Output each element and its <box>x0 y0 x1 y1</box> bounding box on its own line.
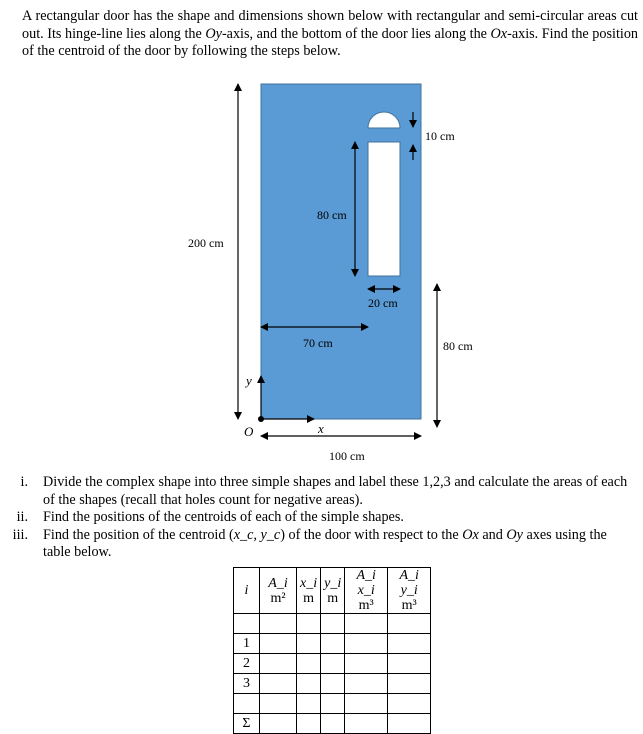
lower-height-label: 80 cm <box>443 339 473 353</box>
cell <box>388 634 431 654</box>
row-empty-index <box>234 694 260 714</box>
height-label: 200 cm <box>188 236 224 250</box>
header-y-symbol: y_i <box>324 575 342 591</box>
table-header-row <box>234 568 431 614</box>
header-area-x-unit: m³ <box>358 598 374 613</box>
rectangular-slot-cutout <box>368 142 400 276</box>
slot-width-label: 20 cm <box>368 296 398 310</box>
header-area-y <box>388 568 431 614</box>
header-y-unit: m <box>327 590 339 606</box>
step-3-text-a: Find the position of the centroid ( <box>43 526 234 543</box>
intro-text-1: A rectangular door has the shape and dimensions shown below with rectangular and semi-circular areas cut out. Its hinge-line lies along the <box>22 8 638 42</box>
header-x-symbol: x_i <box>300 575 318 591</box>
step-2 <box>0 509 643 527</box>
step-3-oy: Oy <box>506 526 523 543</box>
step-3 <box>0 527 643 562</box>
table-row <box>234 694 431 714</box>
cell <box>297 714 321 734</box>
cell <box>321 634 345 654</box>
cell <box>388 714 431 734</box>
cell <box>388 674 431 694</box>
header-x <box>297 568 321 614</box>
header-index <box>234 568 260 614</box>
cap-height-label: 10 cm <box>425 129 455 143</box>
step-1-number: i. <box>20 474 28 490</box>
header-area-x <box>345 568 388 614</box>
centroid-table <box>233 567 431 734</box>
step-3-centroid-symbol: x_c, y_c <box>233 526 281 543</box>
step-3-text-c: and <box>478 526 507 543</box>
cell <box>260 634 297 654</box>
cell <box>345 674 388 694</box>
step-3-text-b: ) of the door with respect to the <box>280 526 463 543</box>
header-index-symbol: i <box>244 583 249 598</box>
step-3-ox: Ox <box>462 526 479 543</box>
cell <box>321 674 345 694</box>
header-area-symbol: A_i <box>268 575 288 591</box>
cell <box>345 714 388 734</box>
header-area-y-symbol: A_i y_i <box>399 568 419 598</box>
steps-list <box>0 474 643 562</box>
slot-height-label: 80 cm <box>317 208 347 222</box>
header-area-unit: m² <box>270 590 286 606</box>
cell <box>345 694 388 714</box>
row-2-index: 2 <box>234 654 260 674</box>
cell <box>345 654 388 674</box>
table-row <box>234 714 431 734</box>
header-area-y-unit: m³ <box>401 598 417 613</box>
cell <box>297 674 321 694</box>
origin-label: O <box>244 424 254 439</box>
row-3-index: 3 <box>234 674 260 694</box>
row-sum-index: Σ <box>234 714 260 734</box>
cell <box>260 674 297 694</box>
intro-text-2: -axis, and the bottom of the door lies along the <box>221 25 491 42</box>
cell <box>260 694 297 714</box>
y-axis-label: y <box>246 373 252 388</box>
cell <box>388 654 431 674</box>
cell <box>260 654 297 674</box>
header-area-x-symbol: A_i x_i <box>356 568 376 598</box>
row-1-index: 1 <box>234 634 260 654</box>
cell <box>345 634 388 654</box>
cell <box>321 714 345 734</box>
cell <box>297 654 321 674</box>
cell <box>321 694 345 714</box>
cell <box>297 694 321 714</box>
cell <box>297 634 321 654</box>
offset-label: 70 cm <box>303 336 333 350</box>
header-area <box>260 568 297 614</box>
origin-point <box>258 416 264 422</box>
header-y <box>321 568 345 614</box>
header-x-unit: m <box>303 590 314 606</box>
cell <box>260 714 297 734</box>
step-2-number: ii. <box>16 509 28 525</box>
x-axis-label: x <box>318 421 324 436</box>
step-3-number: iii. <box>12 526 28 543</box>
step-2-text: Find the positions of the centroids of each of the simple shapes. <box>43 509 404 525</box>
cell <box>388 694 431 714</box>
step-1 <box>0 474 643 509</box>
width-label: 100 cm <box>329 449 365 463</box>
intro-oy: Oy <box>205 25 222 42</box>
step-3-text-d: axes using the table below. <box>43 526 607 560</box>
table-row <box>234 634 431 654</box>
intro-text-3: -axis. Find the position of the centroid of the door by following the steps below. <box>22 25 639 59</box>
table-row <box>234 674 431 694</box>
cell <box>321 654 345 674</box>
step-1-text: Divide the complex shape into three simple shapes and label these 1,2,3 and calculate the areas of each of the shapes (recall that holes count for negative areas). <box>43 474 628 508</box>
intro-ox: Ox <box>490 25 508 42</box>
table-row <box>234 654 431 674</box>
